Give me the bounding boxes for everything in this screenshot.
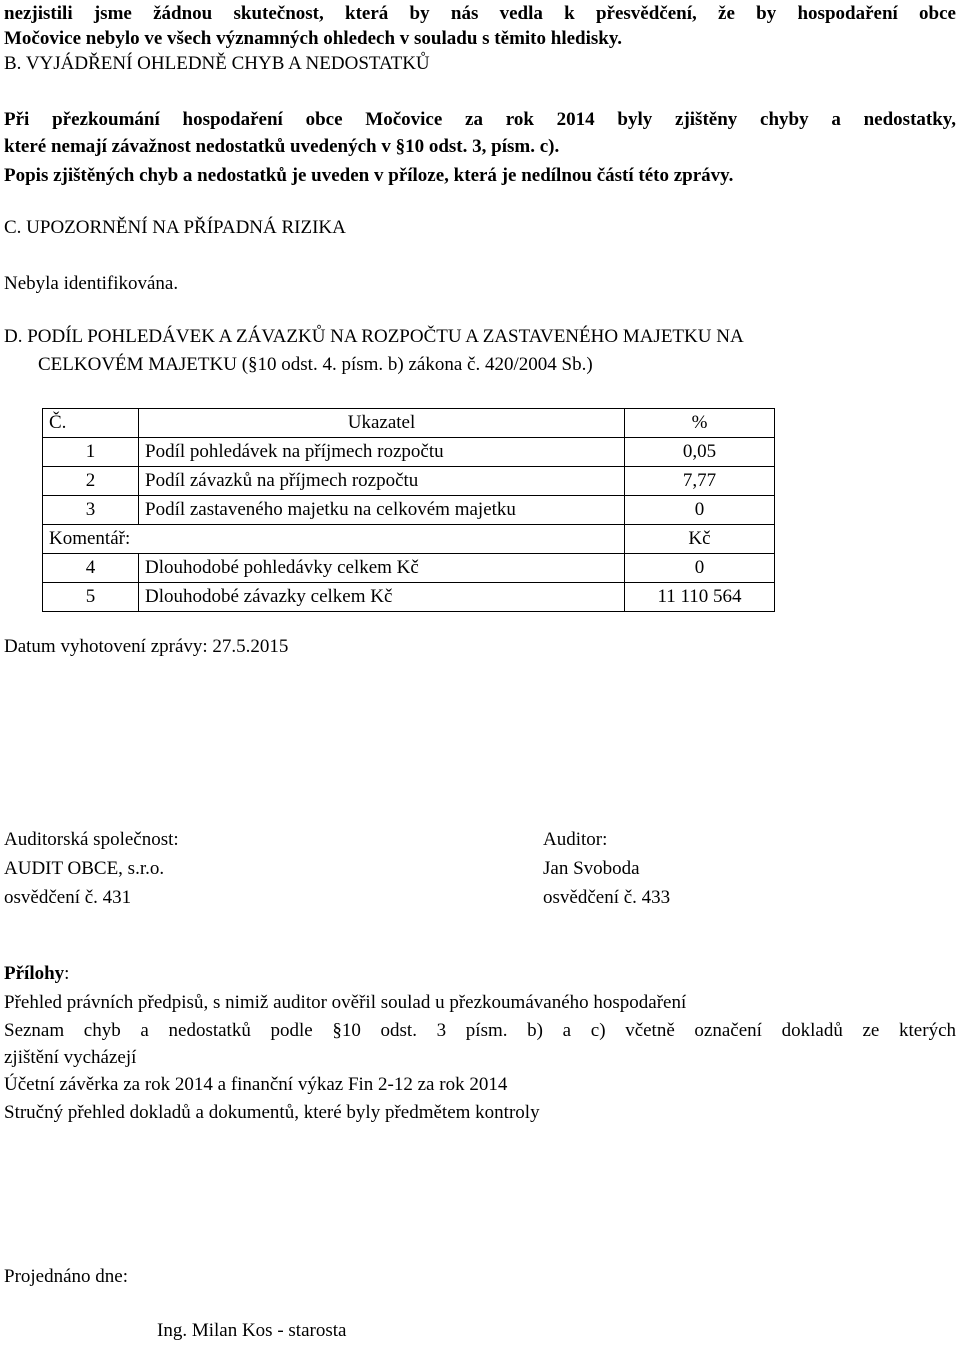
attachment-item-2-line-2: zjištění vycházejí [4, 1047, 137, 1068]
attachment-item-1: Přehled právních předpisů, s nimiž auditor ověřil soulad u přezkoumávaného hospodaření [4, 992, 687, 1013]
section-d-heading-line-2: CELKOVÉM MAJETKU (§10 odst. 4. písm. b) zákona č. 420/2004 Sb.) [38, 354, 593, 375]
table-row [43, 438, 775, 467]
row-indicator: Dlouhodobé závazky celkem Kč [139, 583, 625, 612]
section-d-heading-line-1: D. PODÍL POHLEDÁVEK A ZÁVAZKŮ NA ROZPOČTU A ZASTAVENÉHO MAJETKU NA [4, 326, 744, 347]
comment-label: Komentář: [43, 525, 625, 554]
discussed-label: Projednáno dne: [4, 1266, 129, 1287]
header-indicator: Ukazatel [139, 409, 625, 438]
table-comment-row [43, 525, 775, 554]
auditor-label: Auditor: [543, 829, 608, 850]
row-value: 0 [625, 554, 775, 583]
table-row [43, 467, 775, 496]
table-row [43, 496, 775, 525]
row-value: 0 [625, 496, 775, 525]
auditor-name: Jan Svoboda [543, 858, 640, 879]
row-number: 5 [43, 583, 139, 612]
row-number: 1 [43, 438, 139, 467]
row-value: 0,05 [625, 438, 775, 467]
auditor-certificate: osvědčení č. 433 [543, 887, 671, 908]
table-row [43, 554, 775, 583]
row-number: 3 [43, 496, 139, 525]
section-b-paragraph-line-1: Při přezkoumání hospodaření obce Močovice za rok 2014 byly zjištěny chyby a nedostatky, [4, 109, 956, 130]
section-b-paragraph-line-3: Popis zjištěných chyb a nedostatků je uveden v příloze, která je nedílnou částí této zprávy. [4, 165, 734, 186]
company-name: AUDIT OBCE, s.r.o. [4, 858, 165, 879]
row-indicator: Dlouhodobé pohledávky celkem Kč [139, 554, 625, 583]
attachments-heading-colon: : [64, 963, 70, 984]
section-c-text: Nebyla identifikována. [4, 273, 179, 294]
auditor-block [543, 825, 670, 912]
attachment-item-3: Účetní závěrka za rok 2014 a finanční výkaz Fin 2-12 za rok 2014 [4, 1074, 508, 1095]
company-label: Auditorská společnost: [4, 829, 179, 850]
attachment-item-2-line-1: Seznam chyb a nedostatků podle §10 odst. 3 písm. b) a c) včetně označení dokladů ze kterých [4, 1020, 956, 1041]
company-certificate: osvědčení č. 431 [4, 887, 132, 908]
attachments-heading [4, 962, 69, 986]
report-date: Datum vyhotovení zprávy: 27.5.2015 [4, 636, 289, 657]
discussed-signatory: Ing. Milan Kos - starosta [157, 1320, 347, 1341]
section-c-heading: C. UPOZORNĚNÍ NA PŘÍPADNÁ RIZIKA [4, 217, 346, 238]
row-indicator: Podíl pohledávek na příjmech rozpočtu [139, 438, 625, 467]
attachments-heading-text: Přílohy [4, 963, 65, 984]
row-number: 4 [43, 554, 139, 583]
table-row [43, 583, 775, 612]
audit-company-block [4, 825, 179, 912]
row-indicator: Podíl závazků na příjmech rozpočtu [139, 467, 625, 496]
table-header-row [43, 409, 775, 438]
section-b-paragraph-line-2: které nemají závažnost nedostatků uvedených v §10 odst. 3, písm. c). [4, 136, 560, 157]
header-number: Č. [43, 409, 139, 438]
intro-line-2: Močovice nebylo ve všech významných ohledech v souladu s těmito hledisky. [4, 28, 623, 49]
header-value: % [625, 409, 775, 438]
row-value: 7,77 [625, 467, 775, 496]
section-b-heading: B. VYJÁDŘENÍ OHLEDNĚ CHYB A NEDOSTATKŮ [4, 53, 430, 74]
row-value: 11 110 564 [625, 583, 775, 612]
indicator-table [42, 408, 775, 612]
row-indicator: Podíl zastaveného majetku na celkovém majetku [139, 496, 625, 525]
intro-line-1: nezjistili jsme žádnou skutečnost, která by nás vedla k přesvědčení, že by hospodaření obce [4, 3, 956, 24]
row-number: 2 [43, 467, 139, 496]
attachment-item-4: Stručný přehled dokladů a dokumentů, které byly předmětem kontroly [4, 1102, 540, 1123]
currency-unit: Kč [625, 525, 775, 554]
